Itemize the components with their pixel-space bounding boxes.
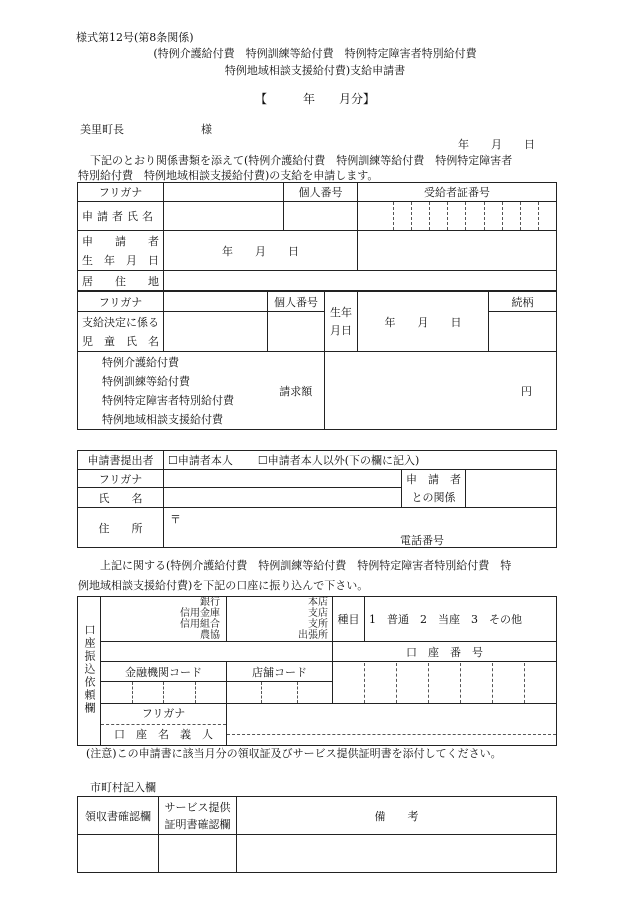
intro-line-1: 下記のとおり関係書類を添えて(特例介護給付費 特例訓練等給付費 特例特定障害者 bbox=[90, 154, 513, 167]
bank-table bbox=[77, 596, 557, 746]
recipient-no-label: 受給者証番号 bbox=[358, 183, 557, 202]
child-birth-label: 生年月日 bbox=[325, 292, 358, 352]
municipal-table bbox=[77, 796, 557, 873]
institution-code-field[interactable] bbox=[101, 682, 227, 704]
postal-mark: 〒 bbox=[170, 513, 181, 526]
holder-label: フリガナ 口 座 名 義 人 bbox=[101, 704, 227, 746]
applicant-name-field[interactable] bbox=[164, 202, 284, 231]
institution-type: 銀行 信用金庫 信用組合 農協 bbox=[101, 597, 227, 642]
applicant-birth-date[interactable]: 年 月 日 bbox=[164, 231, 358, 271]
child-birth-date[interactable]: 年 月 日 bbox=[358, 292, 489, 352]
bank-intro-line-1: 上記に関する(特例介護給付費 特例訓練等給付費 特例特定障害者特別給付費 特 bbox=[100, 559, 512, 572]
child-name-label: 支給決定に係る 児 童 氏 名 bbox=[78, 312, 164, 352]
claim-items bbox=[78, 352, 268, 430]
relation-label: 続柄 bbox=[489, 292, 557, 312]
remarks-field[interactable] bbox=[237, 835, 557, 873]
relation-field[interactable] bbox=[489, 312, 557, 352]
title-line-1: (特例介護給付費 特例訓練等給付費 特例特定障害者特別給付費 bbox=[153, 47, 477, 60]
submitter-name-label: 氏 名 bbox=[78, 488, 164, 508]
child-my-number-label: 個人番号 bbox=[268, 292, 325, 312]
account-number-label: 口 座 番 号 bbox=[333, 642, 557, 662]
claim-item: 特例介護給付費 bbox=[102, 355, 179, 369]
recipient-no-field[interactable] bbox=[358, 202, 557, 231]
remarks-label: 備 考 bbox=[237, 797, 557, 835]
submitter-label: 申請書提出者 bbox=[78, 451, 164, 470]
claim-item: 特例特定障害者特別給付費 bbox=[102, 393, 234, 407]
applicant-my-number-field[interactable] bbox=[284, 202, 358, 231]
form-number: 様式第12号(第8条関係) bbox=[76, 31, 194, 44]
receipt-check-label: 領収書確認欄 bbox=[78, 797, 159, 835]
child-furigana-field[interactable] bbox=[164, 292, 268, 312]
date-line: 年 月 日 bbox=[458, 138, 535, 151]
claim-amount-label: 請求額 bbox=[268, 352, 325, 430]
submitter-address-field[interactable] bbox=[164, 508, 557, 548]
account-type-options[interactable]: 1 普通 2 当座 3 その他 bbox=[365, 597, 557, 642]
claim-amount-field[interactable]: 円 bbox=[325, 352, 557, 430]
service-check-field[interactable] bbox=[159, 835, 237, 873]
branch-code-label: 店舗コード bbox=[227, 662, 333, 682]
receipt-check-field[interactable] bbox=[78, 835, 159, 873]
submitter-options bbox=[164, 451, 557, 470]
bank-side-label: 口座振込依頼欄 bbox=[78, 597, 101, 746]
claim-item: 特例地域相談支援給付費 bbox=[102, 412, 223, 426]
child-table bbox=[77, 291, 557, 352]
intro-line-2: 特別給付費 特例地域相談支援給付費)の支給を申請します。 bbox=[78, 169, 379, 182]
submitter-address-label: 住 所 bbox=[78, 508, 164, 548]
bank-intro-line-2: 例地域相談支援給付費)を下記の口座に振り込んで下さい。 bbox=[78, 579, 369, 592]
branch-type: 本店 支店 支所 出張所 bbox=[227, 597, 333, 642]
account-number-field[interactable] bbox=[333, 662, 557, 704]
applicant-birth-label: 申 請 者 生 年 月 日 bbox=[78, 231, 164, 271]
claim-item: 特例訓練等給付費 bbox=[102, 374, 190, 388]
submitter-table bbox=[77, 450, 557, 548]
child-name-field[interactable] bbox=[164, 312, 268, 352]
account-type-label: 種目 bbox=[333, 597, 365, 642]
period: 【 年 月分】 bbox=[254, 92, 375, 106]
submitter-furigana-field[interactable] bbox=[164, 470, 402, 488]
branch-code-field[interactable] bbox=[227, 682, 333, 704]
submitter-relation-field[interactable] bbox=[466, 470, 557, 508]
opt-self-checkbox[interactable]: ☐申請者本人 bbox=[168, 454, 233, 467]
applicant-my-number-label: 個人番号 bbox=[284, 183, 358, 202]
applicant-furigana-label: フリガナ bbox=[78, 183, 164, 202]
submitter-relation-label: 申 請 者 との関係 bbox=[402, 470, 466, 508]
institution-code-label: 金融機関コード bbox=[101, 662, 227, 682]
title-line-2: 特例地域相談支援給付費)支給申請書 bbox=[224, 64, 406, 77]
child-my-number-field[interactable] bbox=[268, 312, 325, 352]
note: (注意)この申請書に該当月分の領収証及びサービス提供証明書を添付してください。 bbox=[86, 747, 502, 760]
address-field[interactable] bbox=[164, 271, 557, 291]
opt-other-checkbox[interactable]: ☐申請者本人以外(下の欄に記入) bbox=[257, 454, 420, 467]
phone-label: 電話番号 bbox=[400, 534, 444, 547]
addressee: 美里町長 様 bbox=[80, 123, 212, 136]
child-furigana-label: フリガナ bbox=[78, 292, 164, 312]
applicant-table bbox=[77, 182, 557, 291]
submitter-furigana-label: フリガナ bbox=[78, 470, 164, 488]
applicant-name-label: 申請者氏名 bbox=[78, 202, 164, 231]
submitter-name-field[interactable] bbox=[164, 488, 402, 508]
address-label: 居 住 地 bbox=[78, 271, 164, 291]
claims-table bbox=[77, 351, 557, 430]
service-check-label: サービス提供 証明書確認欄 bbox=[159, 797, 237, 835]
holder-field[interactable] bbox=[227, 704, 557, 746]
applicant-furigana-field[interactable] bbox=[164, 183, 284, 202]
municipal-heading: 市町村記入欄 bbox=[90, 781, 156, 794]
